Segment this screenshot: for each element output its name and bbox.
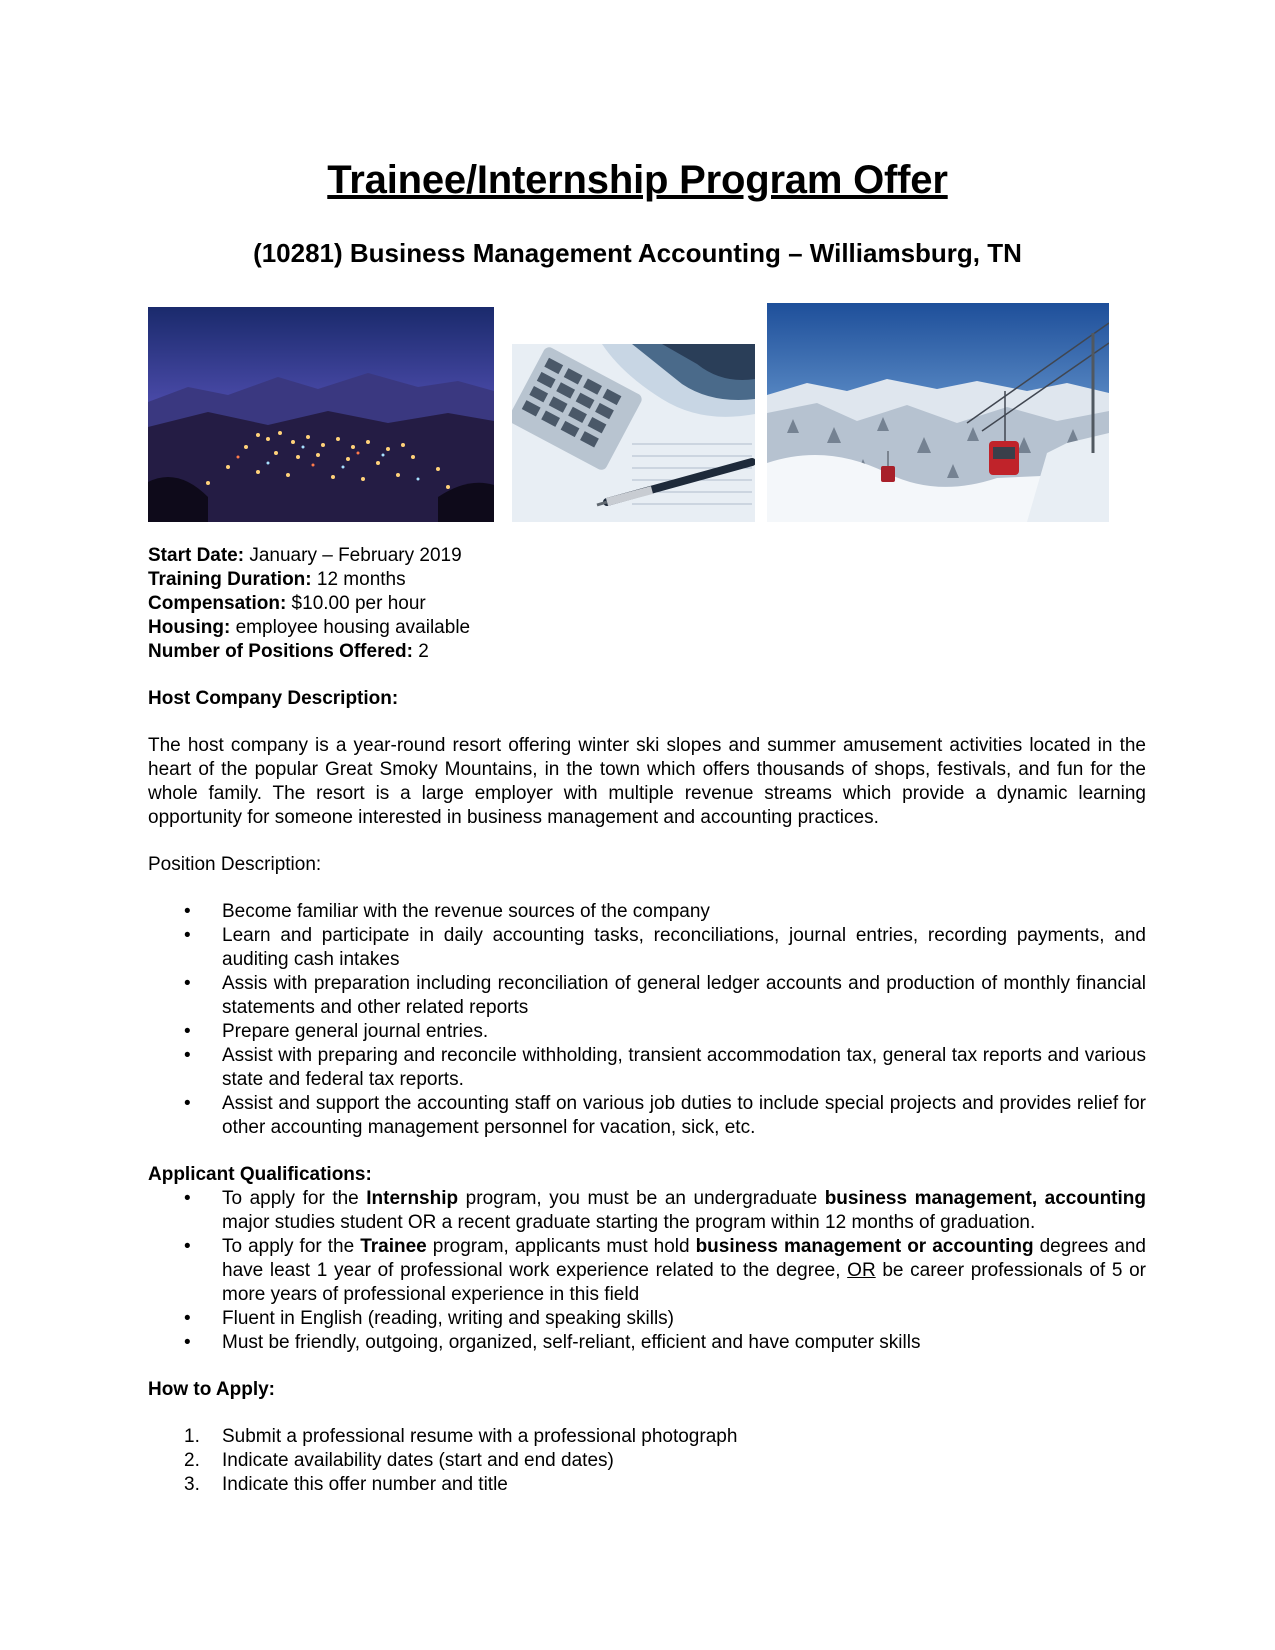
- list-item-text: Fluent in English (reading, writing and speaking skills): [222, 1308, 675, 1329]
- bullet-icon: •: [184, 1045, 191, 1066]
- text-run: program, you must be an undergraduate: [458, 1188, 825, 1209]
- town-night-photo: [148, 307, 494, 522]
- how-to-apply-heading: How to Apply:: [148, 1379, 275, 1400]
- bullet-icon: •: [184, 925, 191, 946]
- qualifications-heading: Applicant Qualifications:: [148, 1164, 372, 1185]
- list-item: [148, 1044, 1146, 1092]
- list-item-text: Must be friendly, outgoing, organized, self-reliant, efficient and have computer skills: [222, 1332, 921, 1353]
- field-of-study: business management, accounting: [824, 1188, 1146, 1209]
- document-title: Trainee/Internship Program Offer: [327, 158, 948, 202]
- detail-value: employee housing available: [230, 617, 471, 638]
- detail-compensation: [148, 592, 1146, 616]
- detail-training-duration: [148, 568, 1146, 592]
- list-item-text: Assis with preparation including reconciliation of general ledger accounts and production of monthly financial statements and other related reports: [222, 973, 1146, 1018]
- list-item-text: Prepare general journal entries.: [222, 1021, 489, 1042]
- bullet-icon: •: [184, 1093, 191, 1114]
- list-item-text: Learn and participate in daily accounting tasks, reconciliations, journal entries, recording payments, and auditing cash intakes: [222, 925, 1146, 970]
- detail-label: Training Duration:: [148, 569, 312, 590]
- detail-value: 12 months: [311, 569, 406, 590]
- bullet-icon: •: [184, 1188, 191, 1209]
- position-description-heading: Position Description:: [148, 854, 322, 875]
- list-item-text: Indicate this offer number and title: [222, 1474, 508, 1495]
- list-item-text: Assist with preparing and reconcile withholding, transient accommodation tax, general tax reports and various state and federal tax reports.: [222, 1045, 1146, 1090]
- detail-value: $10.00 per hour: [286, 593, 426, 614]
- detail-positions: [148, 640, 1146, 664]
- list-item: [148, 972, 1146, 1020]
- text-run: To apply for the: [222, 1188, 367, 1209]
- offer-details: [148, 544, 1146, 664]
- text-run: be career professionals of 5 or more years of professional experience in this field: [222, 1260, 1146, 1305]
- detail-start-date: [148, 544, 1146, 568]
- step-number: 3.: [184, 1474, 200, 1495]
- detail-value: January – February 2019: [244, 545, 462, 566]
- list-item: [148, 1020, 1146, 1044]
- accounting-calculator-photo: [512, 344, 755, 522]
- list-item-text: Indicate availability dates (start and end dates): [222, 1450, 614, 1471]
- list-item: [148, 1307, 1146, 1331]
- text-run: To apply for the: [222, 1236, 361, 1257]
- text-run: degrees and have least 1 year of professional work experience related to the degree,: [222, 1236, 1146, 1281]
- program-name: Internship: [366, 1188, 459, 1209]
- how-to-apply-list: [148, 1425, 1146, 1497]
- text-run: major studies student OR a recent graduate starting the program within 12 months of graduation.: [222, 1212, 1036, 1233]
- detail-housing: [148, 616, 1146, 640]
- bullet-icon: •: [184, 973, 191, 994]
- offer-body: [148, 544, 1146, 1497]
- list-item-text: Submit a professional resume with a professional photograph: [222, 1426, 738, 1447]
- list-item-text: Become familiar with the revenue sources of the company: [222, 901, 710, 922]
- host-company-text: The host company is a year-round resort offering winter ski slopes and summer amusement activities located in the heart of the popular Great Smoky Mountains, in the town which offers thousands of shops, festivals, and fun for the whole family. The resort is a large employer with multiple revenue streams which provide a dynamic learning opportunity for someone interested in business management and accounting practices.: [148, 735, 1146, 828]
- list-item: [148, 1331, 1146, 1355]
- detail-label: Number of Positions Offered:: [148, 641, 413, 662]
- text-run: program, applicants must hold: [426, 1236, 696, 1257]
- step-number: 1.: [184, 1426, 200, 1447]
- bullet-icon: •: [184, 901, 191, 922]
- detail-label: Start Date:: [148, 545, 245, 566]
- detail-label: Compensation:: [148, 593, 287, 614]
- list-item: [148, 1425, 1146, 1449]
- detail-label: Housing:: [148, 617, 231, 638]
- list-item: [148, 900, 1146, 924]
- bullet-icon: •: [184, 1021, 191, 1042]
- list-item: [148, 1092, 1146, 1140]
- ski-gondola-photo: [767, 303, 1109, 522]
- list-item: [148, 1473, 1146, 1497]
- document-subtitle: (10281) Business Management Accounting – Williamsburg, TN: [253, 238, 1022, 268]
- step-number: 2.: [184, 1450, 200, 1471]
- list-item: [148, 924, 1146, 972]
- list-item-text: Assist and support the accounting staff on various job duties to include special projects and provides relief for other accounting management personnel for vacation, sick, etc.: [222, 1093, 1146, 1138]
- field-of-study: business management or accounting: [695, 1236, 1034, 1257]
- program-name: Trainee: [360, 1236, 427, 1257]
- host-company-heading: Host Company Description:: [148, 688, 399, 709]
- bullet-icon: •: [184, 1308, 191, 1329]
- list-item: [148, 1449, 1146, 1473]
- qualifications-list: [148, 1187, 1146, 1355]
- list-item-trainee: [148, 1235, 1146, 1307]
- bullet-icon: •: [184, 1332, 191, 1353]
- detail-value: 2: [412, 641, 429, 662]
- underlined-or: OR: [847, 1260, 876, 1281]
- position-duties-list: [148, 900, 1146, 1140]
- list-item-internship: [148, 1187, 1146, 1235]
- bullet-icon: •: [184, 1236, 191, 1257]
